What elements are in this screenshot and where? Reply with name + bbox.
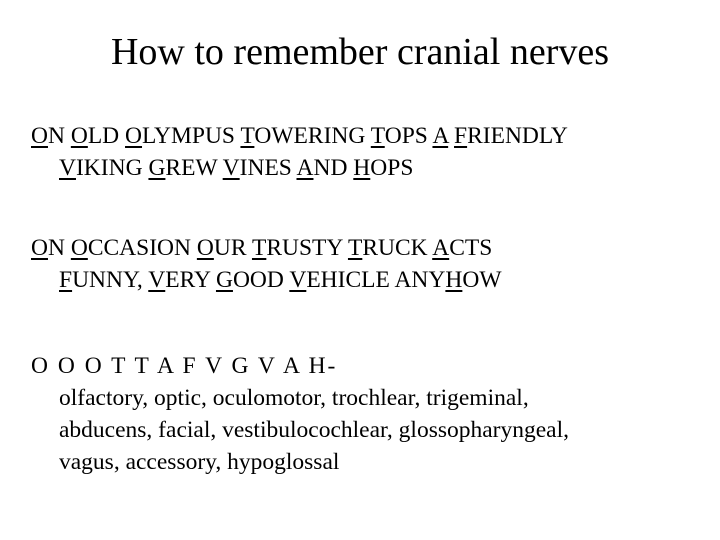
word-initial: V bbox=[148, 267, 166, 293]
mnemonic-word bbox=[125, 123, 235, 149]
word-rest: CTS bbox=[449, 235, 493, 261]
word-rest: OPS bbox=[370, 155, 414, 181]
mnemonic-word bbox=[432, 235, 492, 261]
word-initial: O bbox=[31, 235, 48, 261]
word-initial: A bbox=[432, 235, 450, 261]
nerve-summary bbox=[31, 350, 701, 478]
word-rest: OW bbox=[462, 267, 502, 293]
word-rest: OPS bbox=[384, 123, 428, 149]
word-initial: O bbox=[196, 235, 214, 261]
mnemonic-word bbox=[348, 235, 428, 261]
word-rest: N bbox=[47, 235, 65, 261]
mnemonic-word bbox=[432, 123, 448, 149]
mnemonic-word bbox=[252, 235, 343, 261]
word-rest: ERY bbox=[165, 267, 211, 293]
mnemonic-word bbox=[197, 235, 247, 261]
mnemonic-1 bbox=[31, 120, 701, 184]
word-initial: F bbox=[454, 123, 468, 149]
word-rest: OWERING bbox=[254, 123, 366, 149]
word-initial: T bbox=[370, 123, 385, 149]
nerve-list-line-1: olfactory, optic, oculomotor, trochlear, trigeminal, bbox=[59, 385, 529, 411]
mnemonic-word bbox=[371, 123, 428, 149]
mnemonic-word bbox=[223, 155, 292, 181]
word-initial: G bbox=[215, 267, 233, 293]
word-initial: O bbox=[70, 123, 88, 149]
word-initial: T bbox=[251, 235, 267, 261]
word-rest: ND bbox=[313, 155, 348, 181]
word-prefix: ANY bbox=[394, 267, 446, 293]
word-rest: UNNY, bbox=[72, 267, 143, 293]
word-initial: H bbox=[445, 267, 463, 293]
mnemonic-word bbox=[353, 155, 413, 181]
nerve-list-line-3: vagus, accessory, hypoglossal bbox=[59, 449, 340, 475]
word-initial: A bbox=[296, 155, 314, 181]
word-initial: O bbox=[70, 235, 88, 261]
nerve-list-line-2: abducens, facial, vestibulocochlear, glossopharyngeal, bbox=[59, 417, 570, 443]
word-rest: CCASION bbox=[87, 235, 191, 261]
word-initial: T bbox=[347, 235, 363, 261]
word-rest: RUSTY bbox=[266, 235, 343, 261]
word-rest: RIENDLY bbox=[467, 123, 568, 149]
mnemonic-word bbox=[296, 155, 347, 181]
word-initial: V bbox=[289, 267, 307, 293]
word-initial: V bbox=[59, 155, 76, 181]
summary-letters: O O O T T A F V G V A H- bbox=[31, 353, 338, 379]
mnemonic-1-line-1 bbox=[31, 120, 701, 152]
mnemonic-word bbox=[216, 267, 284, 293]
word-rest: LYMPUS bbox=[142, 123, 235, 149]
word-initial: G bbox=[148, 155, 166, 181]
word-rest: OOD bbox=[232, 267, 284, 293]
word-rest: RUCK bbox=[362, 235, 428, 261]
word-initial: T bbox=[240, 123, 255, 149]
word-rest: UR bbox=[213, 235, 247, 261]
mnemonic-2-line-1 bbox=[31, 232, 701, 264]
word-rest: EHICLE bbox=[306, 267, 390, 293]
mnemonic-word bbox=[31, 123, 65, 149]
mnemonic-word bbox=[148, 155, 217, 181]
mnemonic-word bbox=[148, 267, 210, 293]
mnemonic-word bbox=[394, 267, 501, 293]
mnemonic-2-line-2 bbox=[31, 264, 701, 296]
word-rest: INES bbox=[239, 155, 292, 181]
mnemonic-word bbox=[31, 235, 65, 261]
mnemonic-word bbox=[454, 123, 568, 149]
mnemonic-1-line-2 bbox=[31, 152, 701, 184]
mnemonic-word bbox=[59, 267, 143, 293]
word-rest: IKING bbox=[75, 155, 143, 181]
word-initial: V bbox=[222, 155, 240, 181]
mnemonic-word bbox=[289, 267, 390, 293]
mnemonic-2 bbox=[31, 232, 701, 296]
mnemonic-word bbox=[240, 123, 365, 149]
word-rest: N bbox=[47, 123, 65, 149]
mnemonic-word bbox=[71, 235, 191, 261]
word-initial: O bbox=[125, 123, 143, 149]
word-rest: REW bbox=[165, 155, 218, 181]
word-initial: A bbox=[432, 123, 449, 149]
mnemonic-word bbox=[71, 123, 119, 149]
word-initial: H bbox=[353, 155, 371, 181]
mnemonic-word bbox=[59, 155, 143, 181]
word-rest: LD bbox=[87, 123, 120, 149]
slide-title: How to remember cranial nerves bbox=[110, 31, 609, 73]
word-initial: O bbox=[31, 123, 48, 149]
word-initial: F bbox=[59, 267, 73, 293]
